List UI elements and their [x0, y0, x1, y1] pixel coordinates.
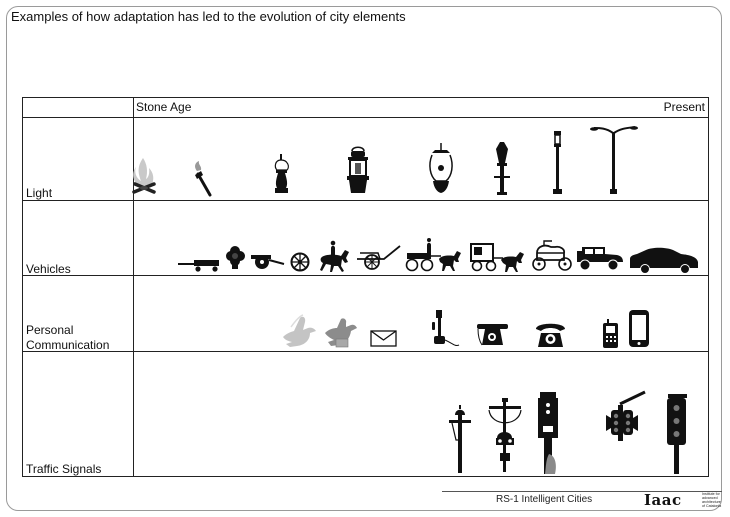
- horse-buggy-icon: [471, 244, 524, 272]
- wheel-icon: [292, 254, 309, 271]
- mobile-phone-icon: [603, 319, 618, 348]
- carrier-dove-icon: [325, 318, 357, 347]
- envelope-icon: [371, 331, 396, 346]
- lamp-post-icon: [553, 131, 562, 194]
- smartphone-icon: [629, 310, 649, 347]
- iaac-logo-subtitle: [702, 492, 726, 508]
- signal-post-icon: [449, 405, 471, 473]
- iaac-logo-subtitle-line: architecture: [702, 500, 721, 504]
- timeline-start-label: Stone Age: [136, 100, 192, 114]
- oil-lamp-icon: [275, 154, 288, 193]
- row-label-communication-line-1: Personal: [26, 323, 74, 337]
- iaac-logo-subtitle-line: advanced: [702, 496, 718, 500]
- semaphore-signal-icon: [489, 398, 521, 472]
- hanging-gas-lamp-icon: [430, 143, 452, 193]
- chariot-icon: [357, 246, 400, 269]
- iaac-logo-subtitle-line: of Catalonia: [702, 504, 722, 508]
- horse-wagon-icon: [407, 238, 462, 271]
- double-street-light-icon: [590, 126, 638, 194]
- pillar-signal-icon: [538, 392, 558, 474]
- row-label-traffic-signals: Traffic Signals: [26, 462, 102, 476]
- campfire-icon: [133, 158, 154, 192]
- vintage-car-icon: [577, 247, 623, 270]
- iaac-logo: Iaac: [644, 491, 682, 509]
- modern-traffic-light-icon: [667, 394, 687, 474]
- wheel-cart-icon: [251, 255, 284, 269]
- row-label-light: Light: [26, 186, 53, 200]
- modern-car-icon: [630, 248, 698, 274]
- lantern-icon: [347, 147, 369, 193]
- footer-course-title: RS-1 Intelligent Cities: [496, 494, 593, 505]
- sledge-icon: [178, 260, 219, 272]
- row-label-vehicles: Vehicles: [26, 262, 71, 276]
- iaac-logo-subtitle-line: Institute for: [702, 492, 720, 496]
- timeline-end-label: Present: [663, 100, 705, 114]
- pigeon-icon: [283, 315, 316, 347]
- candlestick-phone-icon: [432, 310, 459, 346]
- wall-phone-icon: [477, 324, 508, 345]
- page-title: Examples of how adaptation has led to the evolution of city elements: [11, 9, 406, 24]
- horse-rider-icon: [320, 241, 349, 272]
- rotary-phone-icon: [536, 324, 565, 347]
- row-label-communication-line-2: Communication: [26, 338, 110, 352]
- overhead-traffic-light-icon: [606, 392, 645, 441]
- log-roller-icon: [226, 246, 245, 269]
- torch-icon: [195, 161, 210, 195]
- street-gas-lamp-icon: [494, 142, 510, 195]
- horse-carriage-icon: [533, 241, 571, 270]
